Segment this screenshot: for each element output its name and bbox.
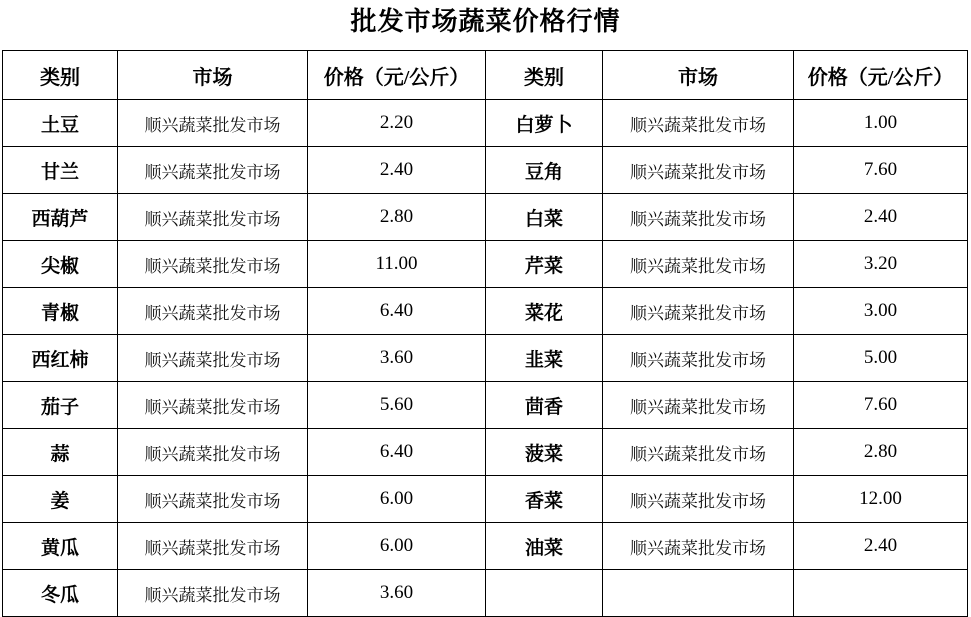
table-row	[3, 288, 968, 335]
category-cell-left: 蒜	[3, 429, 118, 476]
category-cell-right: 菜花	[486, 288, 603, 335]
price-cell-right: 7.60	[794, 382, 968, 429]
price-cell-left: 6.40	[308, 288, 486, 335]
table-row	[3, 194, 968, 241]
price-cell-right: 2.80	[794, 429, 968, 476]
market-cell-right: 顺兴蔬菜批发市场	[603, 523, 794, 570]
header-category-right: 类别	[486, 51, 603, 100]
market-cell-left: 顺兴蔬菜批发市场	[118, 429, 308, 476]
market-cell-left: 顺兴蔬菜批发市场	[118, 147, 308, 194]
market-cell-right: 顺兴蔬菜批发市场	[603, 147, 794, 194]
table-row	[3, 570, 968, 617]
category-cell-left: 西红柿	[3, 335, 118, 382]
category-cell-right: 茴香	[486, 382, 603, 429]
category-cell-right: 芹菜	[486, 241, 603, 288]
market-cell-left: 顺兴蔬菜批发市场	[118, 335, 308, 382]
category-cell-left: 冬瓜	[3, 570, 118, 617]
header-market-left: 市场	[118, 51, 308, 100]
category-cell-right: 白萝卜	[486, 100, 603, 147]
table-row	[3, 476, 968, 523]
market-cell-left: 顺兴蔬菜批发市场	[118, 382, 308, 429]
price-cell-left: 2.20	[308, 100, 486, 147]
table-row	[3, 382, 968, 429]
price-cell-right: 2.40	[794, 194, 968, 241]
category-cell-left: 土豆	[3, 100, 118, 147]
price-cell-left: 3.60	[308, 570, 486, 617]
market-cell-left: 顺兴蔬菜批发市场	[118, 241, 308, 288]
price-cell-left: 5.60	[308, 382, 486, 429]
category-cell-left: 青椒	[3, 288, 118, 335]
market-cell-left: 顺兴蔬菜批发市场	[118, 523, 308, 570]
market-cell-right: 顺兴蔬菜批发市场	[603, 100, 794, 147]
price-cell-left: 3.60	[308, 335, 486, 382]
table-row	[3, 429, 968, 476]
market-cell-right: 顺兴蔬菜批发市场	[603, 194, 794, 241]
price-cell-left: 2.40	[308, 147, 486, 194]
price-cell-right: 1.00	[794, 100, 968, 147]
market-cell-right	[603, 570, 794, 617]
market-cell-right: 顺兴蔬菜批发市场	[603, 335, 794, 382]
category-cell-left: 尖椒	[3, 241, 118, 288]
market-cell-left: 顺兴蔬菜批发市场	[118, 570, 308, 617]
header-category-left: 类别	[3, 51, 118, 100]
market-cell-left: 顺兴蔬菜批发市场	[118, 288, 308, 335]
market-cell-left: 顺兴蔬菜批发市场	[118, 476, 308, 523]
header-row	[3, 51, 968, 100]
price-cell-left: 6.00	[308, 476, 486, 523]
category-cell-left: 甘兰	[3, 147, 118, 194]
header-price-left: 价格（元/公斤）	[308, 51, 486, 100]
category-cell-right	[486, 570, 603, 617]
market-cell-right: 顺兴蔬菜批发市场	[603, 429, 794, 476]
title-bar	[0, 0, 971, 50]
table-row	[3, 241, 968, 288]
category-cell-right: 韭菜	[486, 335, 603, 382]
price-cell-right: 5.00	[794, 335, 968, 382]
table-header	[3, 51, 968, 100]
category-cell-left: 西葫芦	[3, 194, 118, 241]
market-cell-right: 顺兴蔬菜批发市场	[603, 288, 794, 335]
price-cell-left: 11.00	[308, 241, 486, 288]
market-cell-left: 顺兴蔬菜批发市场	[118, 194, 308, 241]
market-cell-right: 顺兴蔬菜批发市场	[603, 382, 794, 429]
market-cell-right: 顺兴蔬菜批发市场	[603, 241, 794, 288]
category-cell-right: 菠菜	[486, 429, 603, 476]
price-cell-right	[794, 570, 968, 617]
category-cell-left: 黄瓜	[3, 523, 118, 570]
category-cell-left: 茄子	[3, 382, 118, 429]
market-cell-right: 顺兴蔬菜批发市场	[603, 476, 794, 523]
category-cell-right: 香菜	[486, 476, 603, 523]
price-cell-right: 2.40	[794, 523, 968, 570]
price-cell-left: 2.80	[308, 194, 486, 241]
vegetable-price-table	[2, 50, 968, 617]
category-cell-right: 油菜	[486, 523, 603, 570]
table-row	[3, 335, 968, 382]
price-cell-right: 7.60	[794, 147, 968, 194]
table-row	[3, 523, 968, 570]
page-title: 批发市场蔬菜价格行情	[350, 7, 621, 36]
price-cell-right: 3.20	[794, 241, 968, 288]
table-row	[3, 100, 968, 147]
table-row	[3, 147, 968, 194]
category-cell-left: 姜	[3, 476, 118, 523]
price-cell-left: 6.00	[308, 523, 486, 570]
price-table-body	[3, 100, 968, 617]
category-cell-right: 豆角	[486, 147, 603, 194]
header-price-right: 价格（元/公斤）	[794, 51, 968, 100]
price-cell-right: 12.00	[794, 476, 968, 523]
header-market-right: 市场	[603, 51, 794, 100]
price-cell-right: 3.00	[794, 288, 968, 335]
price-cell-left: 6.40	[308, 429, 486, 476]
market-cell-left: 顺兴蔬菜批发市场	[118, 100, 308, 147]
category-cell-right: 白菜	[486, 194, 603, 241]
